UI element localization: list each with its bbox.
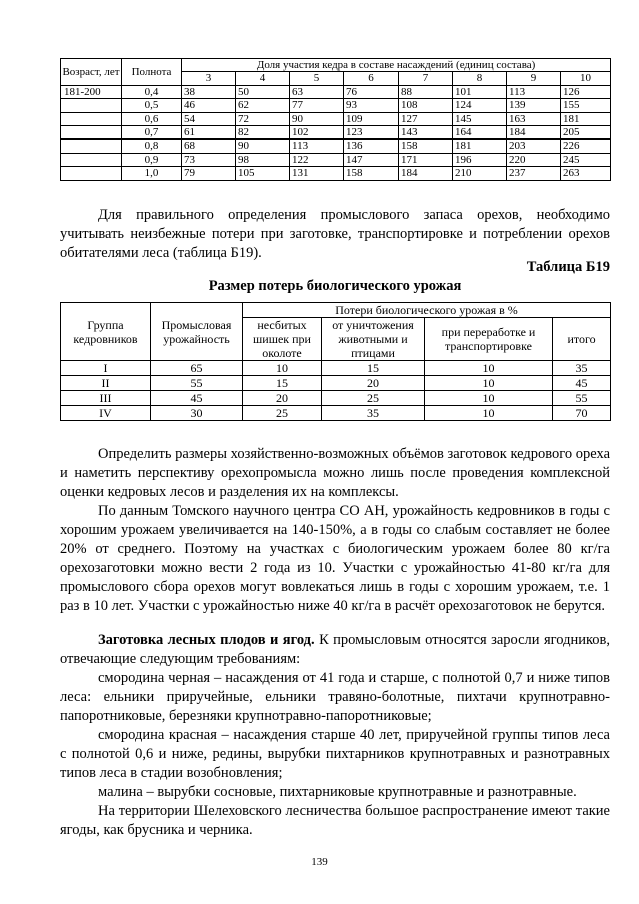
value-cell: 122 — [290, 153, 344, 166]
value-cell: 61 — [182, 126, 236, 140]
value-cell: 181 — [561, 112, 611, 125]
value-cell: 124 — [453, 99, 507, 112]
age-cell — [61, 167, 122, 180]
group-cell: II — [61, 376, 151, 391]
table-row — [61, 361, 611, 376]
group-cell: IV — [61, 406, 151, 421]
table-row — [61, 391, 611, 406]
sub-col-header: 9 — [507, 72, 561, 85]
loss-animals-cell: 20 — [322, 376, 425, 391]
paragraph-assessment: Определить размеры хозяйственно-возможных объёмов заготовок кедрового ореха и наметить перспективу орехопромысла можно лишь после проведения комплексной оценки кедровых лесов и разделения их на комплексы. — [60, 446, 610, 500]
value-cell: 90 — [290, 112, 344, 125]
value-cell: 88 — [399, 85, 453, 98]
sub-col-header: 10 — [561, 72, 611, 85]
value-cell: 126 — [561, 85, 611, 98]
page-number: 139 — [311, 856, 328, 868]
col-group-header: Группа кедровников — [61, 303, 151, 361]
sub-col-header: 4 — [236, 72, 290, 85]
value-cell: 158 — [399, 139, 453, 153]
loss-animals-cell: 15 — [322, 361, 425, 376]
paragraph-blackcurrant: смородина черная – насаждения от 41 года и старше, с полнотой 0,7 и ниже типов леса: ельники приручейные, ельники травяно-болотные, пихтачи крупнотравно-папоротниковые, березняки крупнотравно-папоротниковые; — [60, 670, 610, 724]
sub-col-header: 6 — [344, 72, 399, 85]
value-cell: 63 — [290, 85, 344, 98]
col-age-header: Возраст, лет — [61, 59, 122, 86]
value-cell: 109 — [344, 112, 399, 125]
paragraph-tomsk-data: По данным Томского научного центра СО АН, урожайность кедровников в годы с хорошим урожаем увеличивается на 140-150%, а в годы со слабым составляет не более 20% от среднего. Поэтому на участках с биологическим урожаем более 80 кг/га орехозаготовки можно вести 2 года из 10. Участки с урожайностью 41-80 кг/га для промыслового сбора орехов могут вовлекаться лишь в годы с хорошим урожаем, т.е. 1 раз в 10 лет. Участки с урожайностью ниже 40 кг/га в расчёт орехозаготовок не берутся. — [60, 503, 610, 614]
value-cell: 158 — [344, 167, 399, 180]
value-cell: 38 — [182, 85, 236, 98]
value-cell: 155 — [561, 99, 611, 112]
losses-table — [60, 302, 611, 421]
table-row — [61, 112, 611, 125]
density-cell: 1,0 — [122, 167, 182, 180]
total-cell: 70 — [553, 406, 611, 421]
value-cell: 54 — [182, 112, 236, 125]
section-heading-rest: К промысловым относятся заросли ягодников, отвечающие следующим требованиям: — [60, 632, 610, 667]
value-cell: 237 — [507, 167, 561, 180]
total-cell: 35 — [553, 361, 611, 376]
group-cell: I — [61, 361, 151, 376]
yield-cell: 55 — [151, 376, 243, 391]
group-cell: III — [61, 391, 151, 406]
table-title: Размер потерь биологического урожая — [208, 278, 462, 294]
value-cell: 136 — [344, 139, 399, 153]
density-cell: 0,4 — [122, 85, 182, 98]
value-cell: 263 — [561, 167, 611, 180]
age-cell — [61, 126, 122, 140]
value-cell: 210 — [453, 167, 507, 180]
value-cell: 184 — [507, 126, 561, 140]
section-heading: Заготовка лесных плодов и ягод. — [98, 632, 315, 648]
value-cell: 147 — [344, 153, 399, 166]
value-cell: 245 — [561, 153, 611, 166]
table-row — [61, 85, 611, 98]
table-row — [61, 167, 611, 180]
value-cell: 68 — [182, 139, 236, 153]
density-cell: 0,6 — [122, 112, 182, 125]
sub-col-header: 8 — [453, 72, 507, 85]
value-cell: 171 — [399, 153, 453, 166]
value-cell: 181 — [453, 139, 507, 153]
table-row — [61, 153, 611, 166]
value-cell: 50 — [236, 85, 290, 98]
col-yield-header: Промысловая урожайность — [151, 303, 243, 361]
col-density-header: Полнота — [122, 59, 182, 86]
value-cell: 108 — [399, 99, 453, 112]
sub-col-header: 5 — [290, 72, 344, 85]
sub-col-header: несбитых шишек при околоте — [243, 318, 322, 361]
value-cell: 79 — [182, 167, 236, 180]
value-cell: 102 — [290, 126, 344, 140]
paragraph-redcurrant: смородина красная – насаждения старше 40 лет, приручейной группы типов леса с полнотой 0,6 и ниже, редины, вырубки пихтарников крупнотравных и разнотравных типов леса в стадии возобновления; — [60, 727, 610, 781]
table-row — [61, 376, 611, 391]
yield-cell: 65 — [151, 361, 243, 376]
loss-cones-cell: 10 — [243, 361, 322, 376]
age-cell: 181-200 — [61, 85, 122, 98]
col-losses-header: Потери биологического урожая в % — [243, 303, 611, 318]
paragraph-berries-intro — [60, 631, 610, 669]
cedar-share-table — [60, 58, 611, 181]
paragraph-losses-intro: Для правильного определения промыслового запаса орехов, необходимо учитывать неизбежные потери при заготовке, транспортировке и потреблении орехов обитателями леса (таблица Б19). — [60, 207, 610, 261]
sub-col-header: 7 — [399, 72, 453, 85]
sub-col-header: 3 — [182, 72, 236, 85]
value-cell: 93 — [344, 99, 399, 112]
loss-processing-cell: 10 — [425, 406, 553, 421]
total-cell: 55 — [553, 391, 611, 406]
loss-processing-cell: 10 — [425, 391, 553, 406]
age-cell — [61, 139, 122, 153]
loss-animals-cell: 25 — [322, 391, 425, 406]
value-cell: 131 — [290, 167, 344, 180]
sub-col-header: итого — [553, 318, 611, 361]
yield-cell: 30 — [151, 406, 243, 421]
value-cell: 72 — [236, 112, 290, 125]
value-cell: 196 — [453, 153, 507, 166]
loss-cones-cell: 25 — [243, 406, 322, 421]
age-cell — [61, 99, 122, 112]
value-cell: 46 — [182, 99, 236, 112]
loss-cones-cell: 15 — [243, 376, 322, 391]
value-cell: 203 — [507, 139, 561, 153]
age-cell — [61, 153, 122, 166]
density-cell: 0,8 — [122, 139, 182, 153]
value-cell: 90 — [236, 139, 290, 153]
value-cell: 73 — [182, 153, 236, 166]
value-cell: 76 — [344, 85, 399, 98]
table-row — [61, 406, 611, 421]
value-cell: 139 — [507, 99, 561, 112]
value-cell: 205 — [561, 126, 611, 140]
yield-cell: 45 — [151, 391, 243, 406]
loss-processing-cell: 10 — [425, 376, 553, 391]
value-cell: 163 — [507, 112, 561, 125]
value-cell: 143 — [399, 126, 453, 140]
value-cell: 101 — [453, 85, 507, 98]
table-row — [61, 139, 611, 153]
value-cell: 77 — [290, 99, 344, 112]
value-cell: 98 — [236, 153, 290, 166]
value-cell: 123 — [344, 126, 399, 140]
value-cell: 62 — [236, 99, 290, 112]
paragraph-raspberry: малина – вырубки сосновые, пихтарниковые крупнотравные и разнотравные. — [98, 784, 577, 800]
value-cell: 145 — [453, 112, 507, 125]
paragraph-lingonberry: На территории Шелеховского лесничества большое распространение имеют такие ягоды, как брусника и черника. — [60, 803, 610, 838]
sub-col-header: от уничтожения животными и птицами — [322, 318, 425, 361]
value-cell: 164 — [453, 126, 507, 140]
value-cell: 105 — [236, 167, 290, 180]
value-cell: 226 — [561, 139, 611, 153]
col-share-header: Доля участия кедра в составе насаждений (единиц состава) — [182, 59, 611, 72]
total-cell: 45 — [553, 376, 611, 391]
density-cell: 0,7 — [122, 126, 182, 140]
table-row — [61, 99, 611, 112]
loss-cones-cell: 20 — [243, 391, 322, 406]
value-cell: 113 — [507, 85, 561, 98]
value-cell: 184 — [399, 167, 453, 180]
density-cell: 0,5 — [122, 99, 182, 112]
table-label: Таблица Б19 — [526, 259, 610, 275]
age-cell — [61, 112, 122, 125]
value-cell: 113 — [290, 139, 344, 153]
density-cell: 0,9 — [122, 153, 182, 166]
sub-col-header: при переработке и транспортировке — [425, 318, 553, 361]
loss-animals-cell: 35 — [322, 406, 425, 421]
table-row — [61, 126, 611, 140]
value-cell: 82 — [236, 126, 290, 140]
value-cell: 127 — [399, 112, 453, 125]
loss-processing-cell: 10 — [425, 361, 553, 376]
value-cell: 220 — [507, 153, 561, 166]
